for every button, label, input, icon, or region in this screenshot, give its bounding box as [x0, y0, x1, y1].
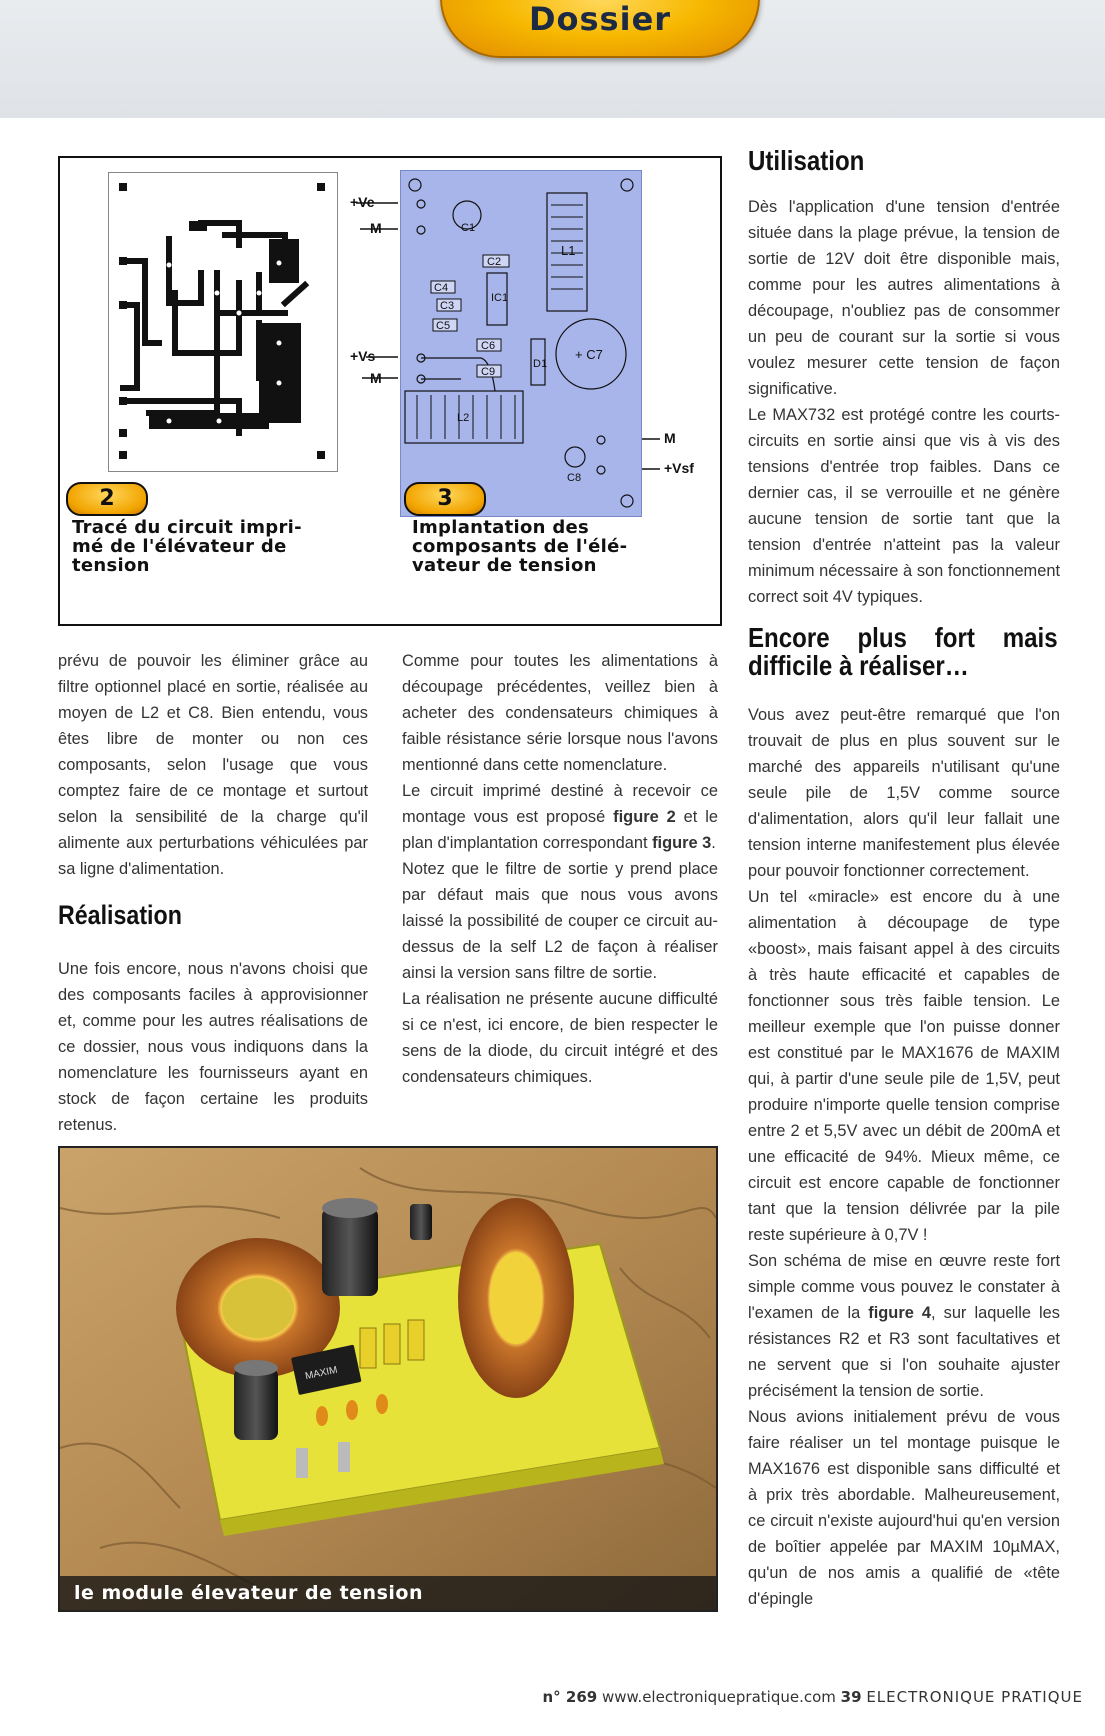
module-photo — [58, 1146, 718, 1612]
figure-3-number: 3 — [404, 482, 486, 516]
heading-utilisation: Utilisation — [748, 145, 865, 176]
footer — [543, 1688, 1084, 1706]
label-c3: C3 — [440, 300, 455, 312]
figure-3-caption — [412, 518, 712, 575]
footer-publication: ELECTRONIQUE PRATIQUE — [866, 1688, 1083, 1706]
pin-label-vs: +Vs — [350, 348, 376, 364]
component-layout-drawing — [401, 171, 641, 516]
figures-box — [58, 156, 722, 626]
label-c9: C9 — [481, 366, 496, 378]
figure-2-caption — [72, 518, 372, 575]
col3-paragraph-2: Le MAX732 est protégé contre les courts-circuits en sortie ainsi que vis à vis des tensions d'entrée trop faibles. Dans ce dernier cas, il se verrouille et ne génère aucune tension de sortie tant que la tension d'entrée n'atteint pas la valeur minimum nécessaire à son fonctionnement correct soit 4V typiques. — [748, 406, 1060, 606]
module-photo-image — [60, 1148, 716, 1610]
col3-p5-b: , sur laquelle les résistances R2 et R3 sont facultatives et ne servent que si l'on souhaite ajuster précisément la tension de sortie. — [748, 1304, 1060, 1400]
figure-3-caption-line-3: vateur de tension — [412, 555, 597, 576]
figure-3-caption-line-1: Implantation des — [412, 517, 590, 538]
photo-chip-text: MAXIM — [304, 1364, 339, 1383]
col3-paragraph-3: Vous avez peut-être remarqué que l'on trouvait de plus en plus souvent sur le marché des appareils n'utilisant qu'une seule pile de 1,5V comme source d'alimentation, alors qu'il leur fallait une tension interne manifestement plus élevée pour pouvoir fonctionner correctement. — [748, 706, 1060, 880]
label-c4: C4 — [434, 282, 449, 294]
label-l1: L1 — [561, 243, 576, 258]
col2-paragraph-1: Comme pour toutes les alimentations à découpage précédentes, veillez bien à acheter des condensateurs chimiques à faible résistance série lorsque nous l'avons mentionné dans cette nomenclature. — [402, 652, 718, 774]
col2-paragraph-3: Notez que le filtre de sortie y prend place par défaut mais que nous vous avons laissé la possibilité de couper ce circuit au-dessus de la self L2 de façon à réaliser ainsi la version sans filtre de sortie. — [402, 860, 718, 982]
column-1 — [58, 648, 368, 1138]
col3-paragraph-6: Nous avions initialement prévu de vous faire réaliser un tel montage puisque le MAX1676 est disponible sans difficulté et à prix très abordable. Malheureusement, ce circuit n'existe aujourd'hui qu'en version de boîtier appelée par MAXIM 10µMAX, qu'un de nos amis a qualifié de «tête d'épingle — [748, 1408, 1060, 1608]
col2-p2-c: . — [711, 834, 716, 852]
col2-p2-b: et le plan d'implantation correspondant — [402, 808, 718, 852]
label-ic1: IC1 — [491, 292, 509, 304]
figure-3-caption-line-2: composants de l'élé- — [412, 536, 628, 557]
label-d1: D1 — [533, 358, 548, 370]
column-2 — [402, 648, 718, 1090]
figure-2-number: 2 — [66, 482, 148, 516]
pin-label-ve: +Ve — [350, 194, 375, 210]
label-c8: C8 — [567, 472, 582, 484]
pin-label-m1: M — [370, 220, 382, 236]
footer-page-number: 39 — [840, 1688, 862, 1706]
heading-encore-plus-fort: Encore plus fort mais difficile à réaliser… — [748, 622, 1058, 681]
figure-4-ref: figure 4 — [868, 1304, 931, 1322]
label-l2: L2 — [457, 412, 470, 424]
col3-paragraph-5 — [748, 1248, 1060, 1404]
col2-p2-a: Le circuit imprimé destiné à recevoir ce montage vous est proposé — [402, 782, 718, 826]
pin-label-m3: M — [664, 430, 676, 446]
figure-3-ref: figure 3 — [652, 834, 712, 852]
figure-2-caption-line-1: Tracé du circuit impri- — [72, 517, 302, 538]
footer-url: www.electroniquepratique.com — [602, 1688, 836, 1706]
pin-label-vsf: +Vsf — [664, 460, 694, 476]
label-c7: + C7 — [575, 347, 603, 362]
footer-issue: n° 269 — [542, 1688, 598, 1706]
photo-caption: le module élevateur de tension — [60, 1576, 718, 1610]
heading-realisation: Réalisation — [58, 900, 182, 930]
col3-paragraph-1: Dès l'application d'une tension d'entrée située dans la plage prévue, la tension de sortie de 12V doit être disponible mais, comme pour les autres alimentations à découpage, n'oubliez pas de consommer un peu de courant sur la sortie si vous voulez mesurer cette tension de façon significative. — [748, 198, 1060, 398]
label-c1: C1 — [461, 222, 476, 234]
col1-paragraph-1: prévu de pouvoir les éliminer grâce au filtre optionnel placé en sortie, réalisée au moyen de L2 et C8. Bien entendu, vous êtes libre de monter ou non ces composants, selon l'usage que vous comptez faire de ce montage et surtout selon la sensibilité de la charge qu'il alimente aux perturbations véhiculées par sa ligne d'alimentation. — [58, 652, 368, 878]
col2-paragraph-4: La réalisation ne présente aucune difficulté si ce n'est, ici encore, de bien respecter le sens de la diode, du circuit intégré et des condensateurs chimiques. — [402, 990, 718, 1086]
pin-label-m2: M — [370, 370, 382, 386]
label-c6: C6 — [481, 340, 496, 352]
label-c5: C5 — [436, 320, 451, 332]
figure-2-caption-line-3: tension — [72, 555, 150, 576]
figure-2-ref: figure 2 — [613, 808, 676, 826]
section-title: Dossier — [528, 0, 672, 38]
col1-paragraph-2: Une fois encore, nous n'avons choisi que des composants faciles à approvisionner et, comme pour les autres réalisations de ce dossier, nous vous indiquons dans la nomenclature les fournisseurs ayant en stock de façon certaine les produits retenus. — [58, 960, 368, 1134]
component-layout-figure — [400, 170, 642, 517]
column-3 — [748, 145, 1060, 1612]
col2-paragraph-2 — [402, 778, 718, 856]
col3-paragraph-4: Un tel «miracle» est encore du à une alimentation à découpage de type «boost», mais faisant appel à des circuits à très haute efficacité et capables de fonctionner sous très faible tension. Le meilleur exemple que l'on puisse donner est constitué par le MAX1676 de MAXIM qui, à partir d'une seule pile de 1,5V, peut produire n'importe quelle tension comprise entre 2 et 5,5V avec un débit de 200mA et une efficacité de 94%. Mieux même, ce circuit est encore capable de fonctionner tant que la tension délivrée par la pile reste supérieure à 0,7V ! — [748, 888, 1060, 1244]
col3-p5-a: Son schéma de mise en œuvre reste fort simple comme vous pouvez le constater à l'examen de la — [748, 1252, 1060, 1322]
label-c2: C2 — [487, 256, 502, 268]
section-tab — [440, 0, 760, 58]
figure-2-caption-line-2: mé de l'élévateur de — [72, 536, 287, 557]
